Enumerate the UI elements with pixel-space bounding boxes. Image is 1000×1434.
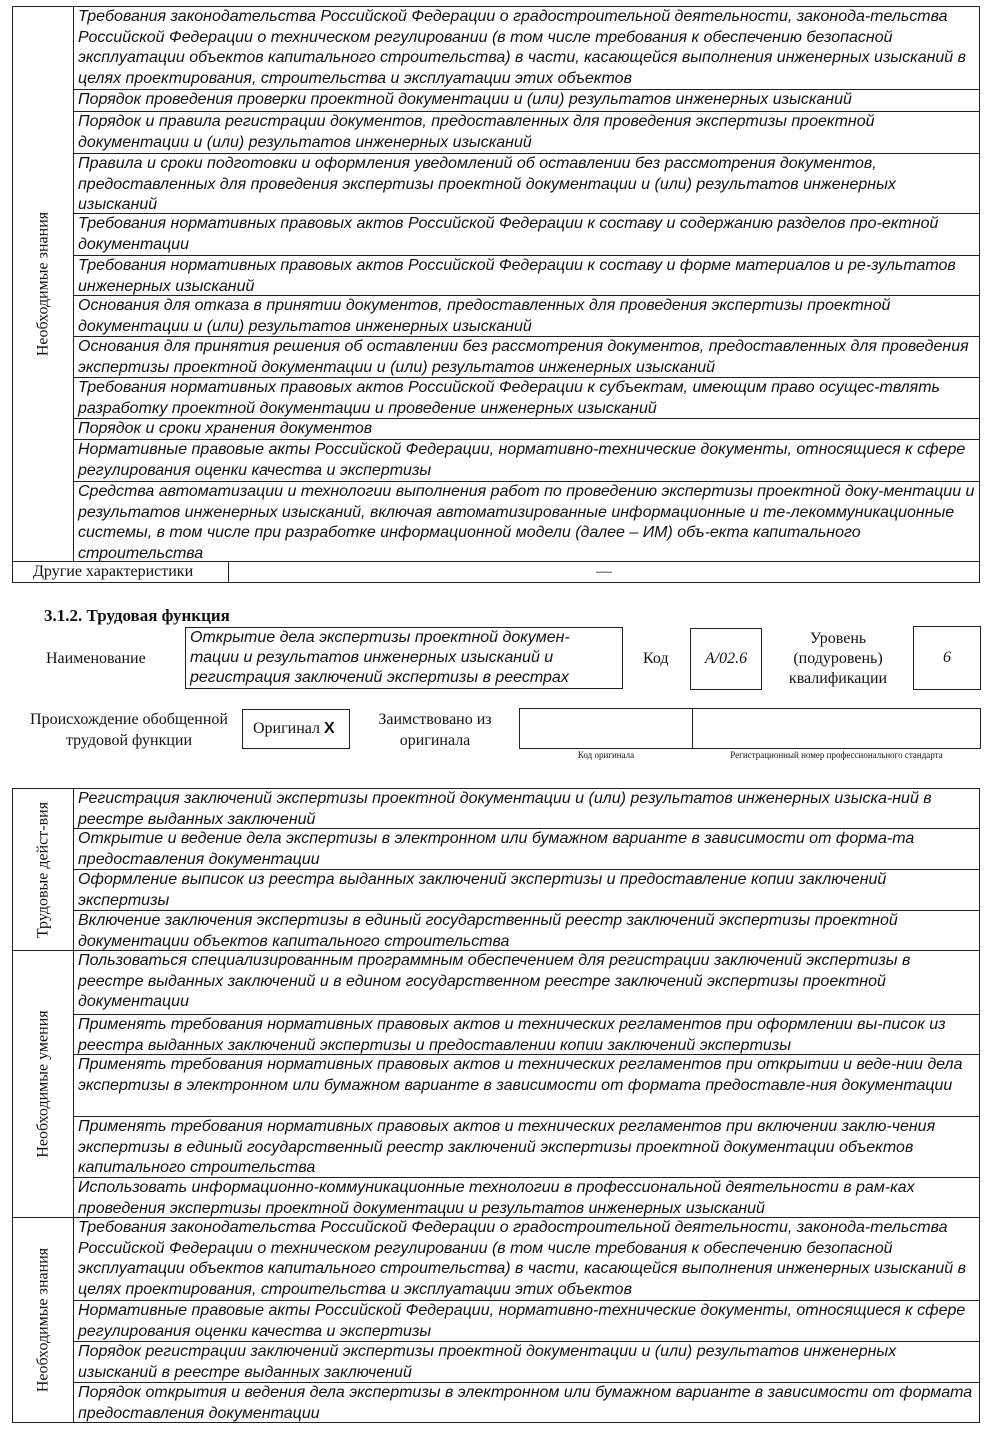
top-knowledge-item: Требования законодательства Российской Федерации о градостроительной деятельности, законода-тельства Российской Федерации о техническом регулировании (в том числе требования к обеспечению безопасной эксплуатации объектов капитального строительства) в части, касающейся выполнения инженерных изысканий в целях проектирования, строительства и эксплуатации этих объектов [73, 6, 980, 90]
origin-label: Происхождение обобщенной трудовой функции [30, 711, 228, 749]
registration-number-box [692, 708, 981, 749]
labor-action-item: Регистрация заключений экспертизы проектной документации и (или) результатов инженерных изыска-ний в реестре выданных заключений [73, 788, 980, 829]
code-value: A/02.6 [690, 628, 762, 690]
top-knowledge-item: Порядок проведения проверки проектной документации и (или) результатов инженерных изысканий [73, 89, 980, 112]
top-knowledge-item: Требования нормативных правовых актов Российской Федерации к составу и содержанию разделов про-ектной документации [73, 213, 980, 256]
original-mark: X [324, 720, 335, 737]
knowledge-label-bottom-text: Необходимые знания [34, 1247, 52, 1393]
skills-label-text: Необходимые умения [34, 1010, 52, 1158]
name-label: Наименование [46, 650, 146, 667]
registration-number-caption: Регистрационный номер профессионального стандарта [730, 750, 943, 760]
top-knowledge-item: Требования нормативных правовых актов Российской Федерации к составу и форме материалов и ре-зультатов инженерных изысканий [73, 255, 980, 296]
skill-item: Применять требования нормативных правовых актов и технических регламентов при оформлении вы-писок из реестра выданных заключений экспертизы и предоставлении копии заключений экспертизы [73, 1014, 980, 1055]
labor-action-item: Оформление выписок из реестра выданных заключений экспертизы и предоставление копии заключений экспертизы [73, 869, 980, 911]
knowledge-row-label-top [12, 6, 74, 562]
labor-action-item: Открытие и ведение дела экспертизы в электронном или бумажном варианте в зависимости от форма-та предоставления документации [73, 828, 980, 870]
knowledge-item: Нормативные правовые акты Российской Федерации, нормативно-технические документы, относящиеся к сфере регулирования оценки качества и экспертизы [73, 1300, 980, 1342]
skills-label [12, 950, 74, 1218]
top-knowledge-item: Правила и сроки подготовки и оформления уведомлений об оставлении без рассмотрения документов, предоставленных для проведения экспертизы проектной документации и (или) результатов инженерных изысканий [73, 153, 980, 214]
function-name-value: Открытие дела экспертизы проектной докумен-тации и результатов инженерных изысканий и регистрация заключений экспертизы в реестрах [185, 627, 623, 689]
knowledge-item: Порядок открытия и ведения дела экспертизы в электронном или бумажном варианте в зависимости от формата предоставления документации [73, 1382, 980, 1423]
level-value: 6 [913, 626, 981, 690]
skill-item: Применять требования нормативных правовых актов и технических регламентов при включении заклю-чения экспертизы в единый государственный реестр заключений экспертизы проектной документации объектов капитального строительства [73, 1116, 980, 1178]
labor-actions-label-text: Трудовые дейст-вия [34, 801, 52, 938]
level-label: Уровень (подуровень) квалификации [788, 630, 888, 687]
skill-item: Пользоваться специализированным программным обеспечением для регистрации заключений экспертизы в реестре выданных заключений и в едином государственном реестре заключений экспертизы проектной документации [73, 950, 980, 1015]
top-knowledge-item: Требования нормативных правовых актов Российской Федерации к субъектам, имеющим право осущес-твлять разработку проектной документации и проведение инженерных изысканий [73, 377, 980, 419]
top-knowledge-item: Основания для принятия решения об оставлении без рассмотрения документов, предоставленных для проведения экспертизы проектной документации и (или) результатов инженерных изысканий [73, 336, 980, 378]
original-box [242, 709, 350, 749]
top-knowledge-item: Нормативные правовые акты Российской Федерации, нормативно-технические документы, относящиеся к сфере регулирования оценки качества и экспертизы [73, 439, 980, 482]
other-characteristics-label: Другие характеристики [12, 561, 229, 583]
original-code-caption: Код оригинала [577, 750, 635, 760]
section-heading: 3.1.2. Трудовая функция [44, 606, 230, 625]
labor-actions-label [12, 788, 74, 951]
labor-action-item: Включение заключения экспертизы в единый государственный реестр заключений экспертизы проектной документации объектов капитального строительства [73, 910, 980, 951]
top-knowledge-item: Средства автоматизации и технологии выполнения работ по проведению экспертизы проектной доку-ментации и результатов инженерных изысканий, включая автоматизированные информационные и те-лекоммуникационные системы, в том числе при разработке информационной модели (далее – ИМ) объ-екта капитального строительства [73, 481, 980, 562]
original-code-box [519, 708, 693, 749]
code-label: Код [643, 650, 669, 667]
top-knowledge-item: Порядок и сроки хранения документов [73, 418, 980, 440]
knowledge-item: Порядок регистрации заключений экспертизы проектной документации и (или) результатов инженерных изысканий в реестре выданных заключений [73, 1341, 980, 1383]
knowledge-label-bottom [12, 1217, 74, 1423]
knowledge-label-text: Необходимые знания [34, 211, 52, 357]
skill-item: Применять требования нормативных правовых актов и технических регламентов при открытии и веде-нии дела экспертизы в электронном или бумажном варианте в зависимости от формата предоставле-ния документации [73, 1054, 980, 1117]
top-knowledge-item: Основания для отказа в принятии документов, предоставленных для проведения экспертизы проектной документации и (или) результатов инженерных изысканий [73, 295, 980, 337]
top-knowledge-item: Порядок и правила регистрации документов, предоставленных для проведения экспертизы проектной документации и (или) результатов инженерных изысканий [73, 111, 980, 154]
other-characteristics-value: — [228, 561, 980, 583]
borrowed-label: Заимствовано из оригинала [378, 711, 492, 749]
knowledge-item: Требования законодательства Российской Федерации о градостроительной деятельности, законода-тельства Российской Федерации о техническом регулировании (в том числе требования к обеспечению безопасной эксплуатации объектов капитального строительства) в части, касающейся выполнения инженерных изысканий в целях проектирования, строительства и эксплуатации этих объектов [73, 1217, 980, 1301]
skill-item: Использовать информационно-коммуникационные технологии в профессиональной деятельности в рам-ках проведения экспертизы проектной документации и результатов инженерных изысканий [73, 1177, 980, 1218]
original-label: Оригинал [253, 720, 321, 737]
